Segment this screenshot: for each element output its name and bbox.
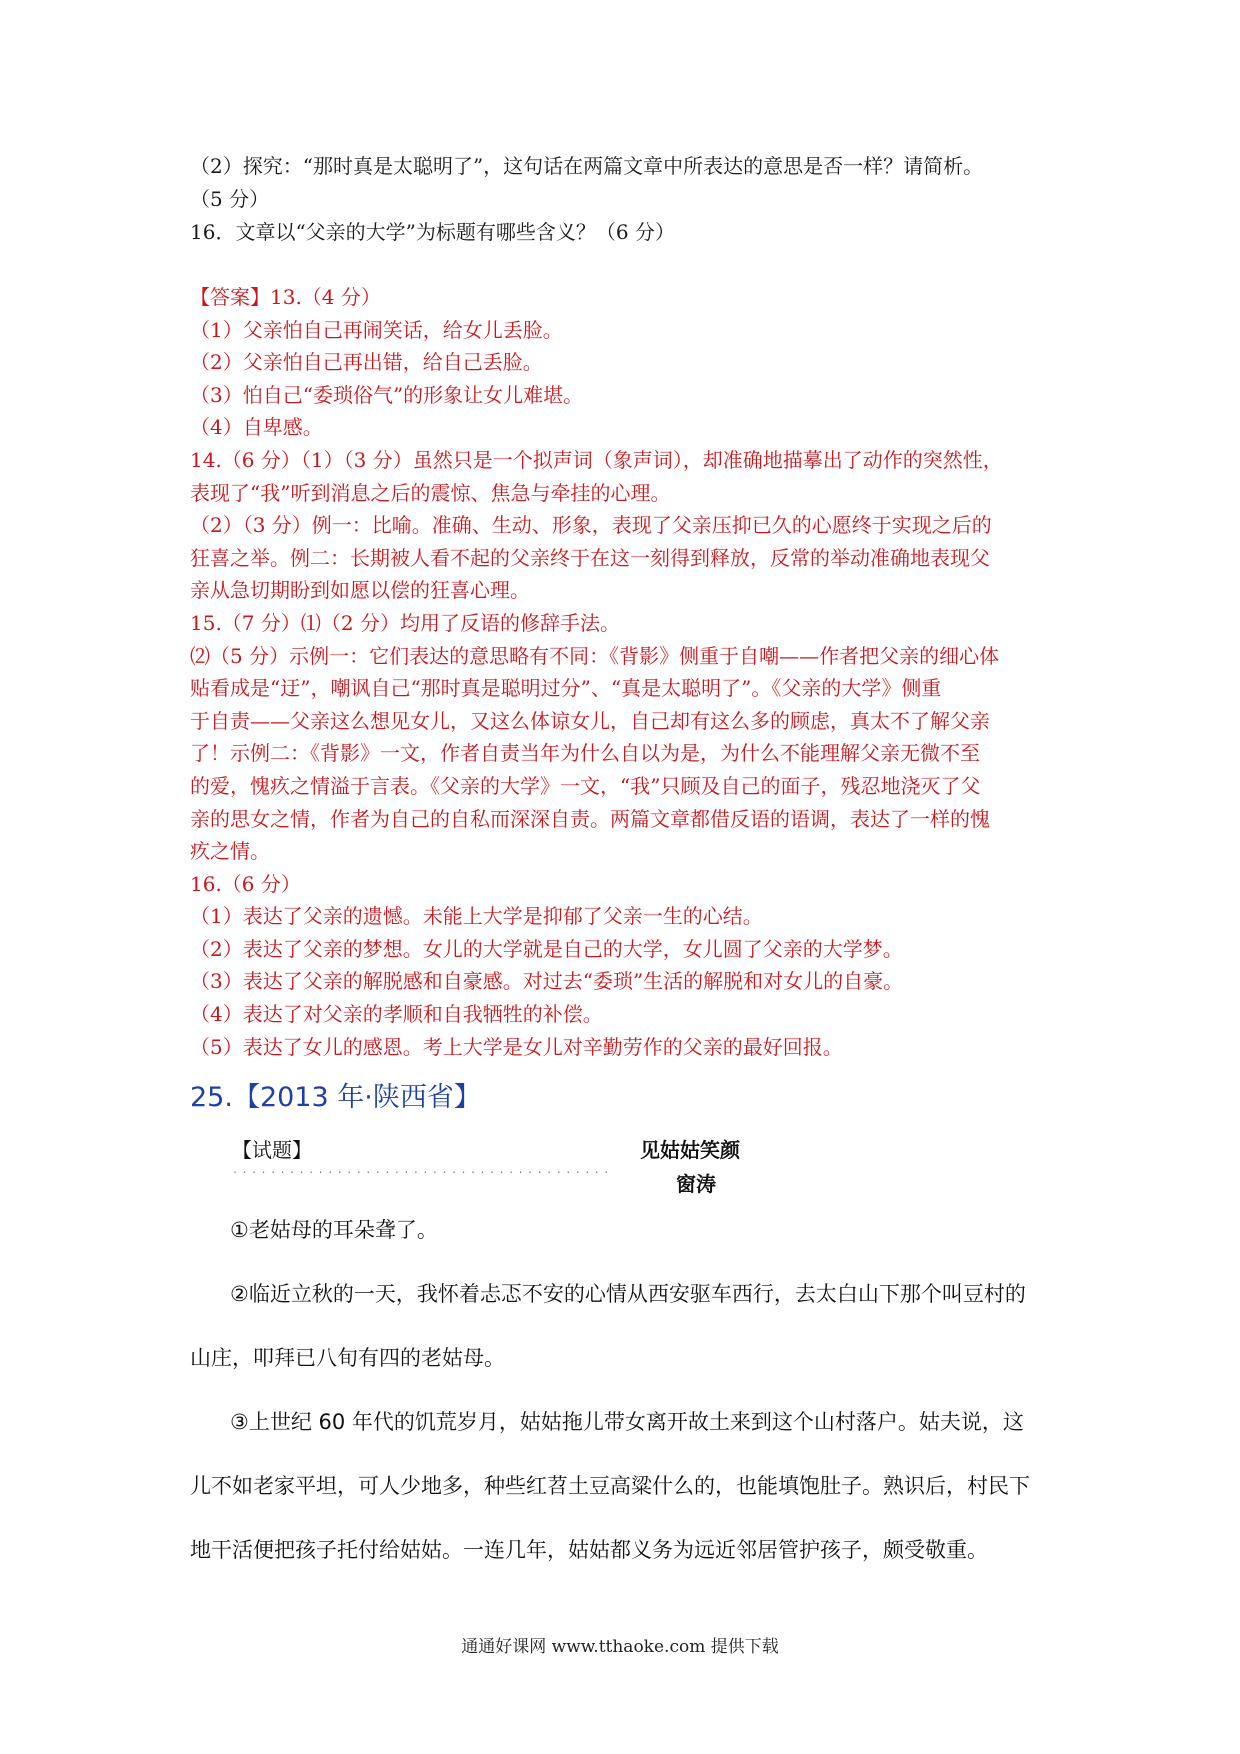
page-footer: 通通好课网 www.tthaoke.com 提供下载 [461,1637,779,1657]
question-line: （2）探究：“那时真是太聪明了”，这句话在两篇文章中所表达的意思是否一样？请简析。 [190,154,984,178]
article-author: 窗涛 [676,1172,716,1196]
test-label: 【试题】 [232,1138,312,1162]
question-line: （5 分） [190,187,270,211]
answer-line: （3）怕自己“委琐俗气”的形象让女儿难堪。 [190,382,584,407]
paragraph: ①老姑母的耳朵聋了。 [230,1218,438,1242]
answer-line: （5）表达了女儿的感恩。考上大学是女儿对辛勤劳作的父亲的最好回报。 [190,1034,843,1059]
answer-line: （2）表达了父亲的梦想。女儿的大学就是自己的大学，女儿圆了父亲的大学梦。 [190,936,903,961]
answer-line: （4）表达了对父亲的孝顺和自我牺牲的补偿。 [190,1002,603,1027]
paragraph: ②临近立秋的一天，我怀着忐忑不安的心情从西安驱车西行，去太白山下那个叫豆村的 [230,1282,1026,1306]
answer-line: 亲从急切期盼到如愿以偿的狂喜心理。 [190,578,530,603]
answer-line: 了！示例二：《背影》一文，作者自责当年为什么自以为是，为什么不能理解父亲无微不至 [190,741,980,766]
answer-line: （2）父亲怕自己再出错，给自己丢脸。 [190,350,543,375]
answer-line: 15.（7 分）⑴（2 分）均用了反语的修辞手法。 [190,610,620,635]
question-block [190,150,1060,249]
answer-line: （2）（3 分）例一：比喻。准确、生动、形象，表现了父亲压抑已久的心愿终于实现之后的 [190,513,992,538]
answer-line: 亲的思女之情，作者为自己的自私而深深自责。两篇文章都借反语的语调，表达了一样的愧 [190,806,990,831]
answer-line: 贴看成是“迂”，嘲讽自己“那时真是聪明过分”、“真是太聪明了”。《父亲的大学》侧重 [190,676,942,701]
answer-line: 的爱，愧疚之情溢于言表。《父亲的大学》一文，“我”只顾及自己的面子，残忍地浇灭了父 [190,773,981,798]
answer-line: （1）表达了父亲的遗憾。未能上大学是抑郁了父亲一生的心结。 [190,904,763,929]
paragraph: 儿不如老家平坦，可人少地多，种些红苕土豆高粱什么的，也能填饱肚子。熟识后，村民下 [190,1474,1030,1498]
paragraph: 山庄，叩拜已八旬有四的老姑母。 [190,1346,505,1370]
question-line: 16．文章以“父亲的大学”为标题有哪些含义？（6 分） [190,220,675,244]
article-title: 见姑姑笑颜 [640,1138,740,1162]
answer-line: 狂喜之举。例二：长期被人看不起的父亲终于在这一刻得到释放，反常的举动准确地表现父 [190,545,990,570]
paragraph: ③上世纪 60 年代的饥荒岁月，姑姑拖儿带女离开故土来到这个山村落户。姑夫说，这 [230,1410,1024,1434]
answer-line: （1）父亲怕自己再闹笑话，给女儿丢脸。 [190,317,563,342]
answer-line: 16.（6 分） [190,871,301,896]
dotted-leader: ........................................ [232,1165,613,1176]
section-heading: 25.【2013 年·陕西省】 [190,1082,481,1113]
answer-line: 表现了“我”听到消息之后的震惊、焦急与牵挂的心理。 [190,480,671,505]
answer-line: （3）表达了父亲的解脱感和自豪感。对过去“委琐”生活的解脱和对女儿的自豪。 [190,969,904,994]
answer-line: ⑵（5 分）示例一：它们表达的意思略有不同：《背影》侧重于自嘲——作者把父亲的细心体 [190,643,1000,668]
answer-block [190,281,1060,1063]
answer-line: 疚之情。 [190,839,270,864]
paragraph: 地干活便把孩子托付给姑姑。一连几年，姑姑都义务为远近邻居管护孩子，颇受敬重。 [190,1538,988,1562]
answer-line: （4）自卑感。 [190,415,323,440]
answer-line: 14.（6 分）（1）（3 分）虽然只是一个拟声词（象声词），却准确地描摹出了动作的突然性， [190,447,1003,472]
answer-line: 【答案】13.（4 分） [190,285,381,309]
article-body [190,1198,1060,1582]
answer-line: 于自责——父亲这么想见女儿，又这么体谅女儿，自己却有这么多的顾虑，真太不了解父亲 [190,708,990,733]
